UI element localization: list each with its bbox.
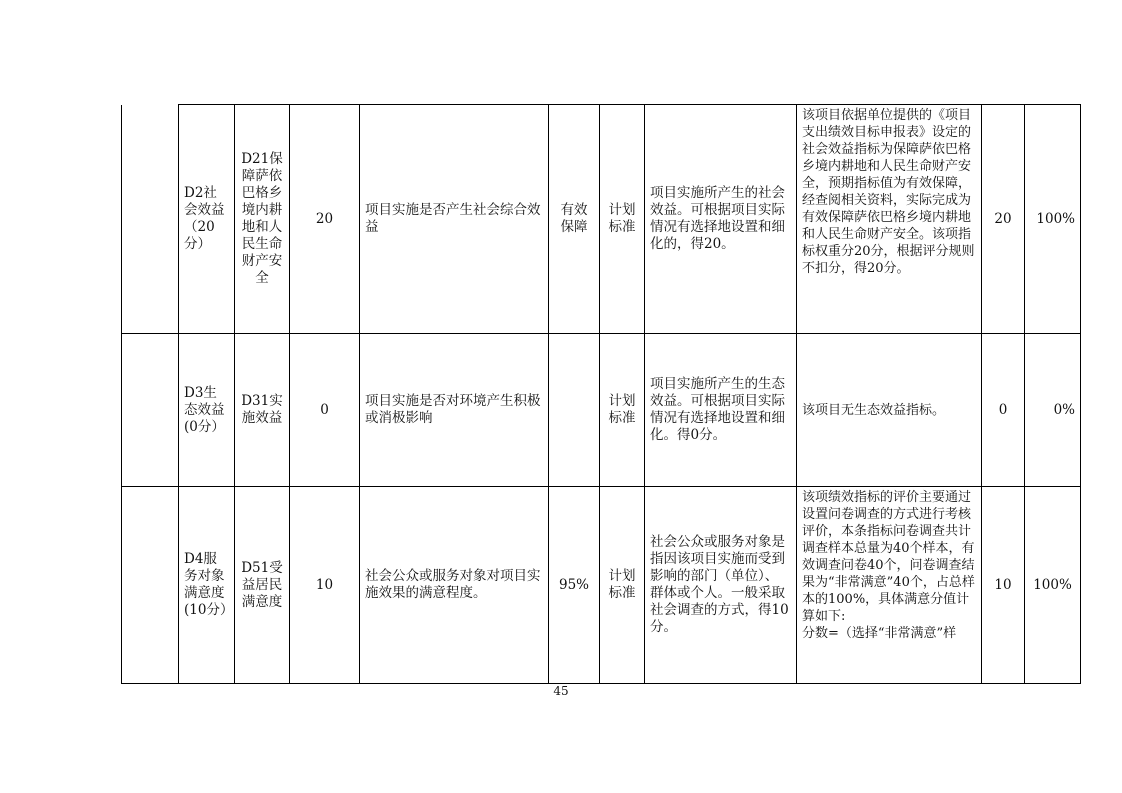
scoring-rule-cell: 项目实施所产生的生态效益。可根据项目实际情况有选择地设置和细化。得0分。	[645, 334, 797, 487]
level1-cell	[122, 105, 179, 334]
score-cell: 10	[982, 487, 1025, 684]
target-value-cell: 有效保障	[549, 105, 600, 334]
score-rate-cell: 100%	[1025, 487, 1081, 684]
level2-indicator-cell: D2社会效益（20分）	[179, 105, 235, 334]
evaluation-table	[121, 104, 1081, 684]
indicator-description-cell: 项目实施是否对环境产生积极或消极影响	[360, 334, 549, 487]
score-cell: 0	[982, 334, 1025, 487]
scoring-rule-cell: 社会公众或服务对象是指因该项目实施而受到影响的部门（单位）、群体或个人。一般采取社会调查的方式，得10分。	[645, 487, 797, 684]
score-rate-cell: 100%	[1025, 105, 1081, 334]
level2-indicator-cell: D4服务对象满意度(10分）	[179, 487, 235, 684]
evaluation-basis-cell: 计划标准	[600, 334, 645, 487]
weight-cell: 0	[290, 334, 360, 487]
table-row	[122, 487, 1081, 684]
score-rate-cell: 0%	[1025, 334, 1081, 487]
level3-indicator-cell: D21保障萨依巴格乡境内耕地和人民生命财产安全	[235, 105, 290, 334]
page-number: 45	[553, 684, 569, 698]
table-row	[122, 105, 1081, 334]
evaluation-basis-cell: 计划标准	[600, 105, 645, 334]
indicator-description-cell: 项目实施是否产生社会综合效益	[360, 105, 549, 334]
level2-indicator-cell: D3生态效益(0分）	[179, 334, 235, 487]
score-cell: 20	[982, 105, 1025, 334]
table-row	[122, 334, 1081, 487]
level1-cell	[122, 487, 179, 684]
target-value-cell	[549, 334, 600, 487]
scoring-rule-cell: 项目实施所产生的社会效益。可根据项目实际情况有选择地设置和细化的，得20。	[645, 105, 797, 334]
level3-indicator-cell: D51受益居民满意度	[235, 487, 290, 684]
analysis-cell: 该项目无生态效益指标。	[797, 334, 982, 487]
level3-indicator-cell: D31实施效益	[235, 334, 290, 487]
target-value-cell: 95%	[549, 487, 600, 684]
evaluation-basis-cell: 计划标准	[600, 487, 645, 684]
indicator-description-cell: 社会公众或服务对象对项目实施效果的满意程度。	[360, 487, 549, 684]
analysis-cell: 该项绩效指标的评价主要通过设置问卷调查的方式进行考核评价，本条指标问卷调查共计调查样本总量为40个样本，有效调查问卷40个，问卷调查结果为“非常满意”40个，占总样本的100%，具体满意分值计算如下: 分数=（选择“非常满意”样	[797, 487, 982, 684]
weight-cell: 10	[290, 487, 360, 684]
weight-cell: 20	[290, 105, 360, 334]
level1-cell	[122, 334, 179, 487]
analysis-cell: 该项目依据单位提供的《项目支出绩效目标申报表》设定的社会效益指标为保障萨依巴格乡境内耕地和人民生命财产安全，预期指标值为有效保障，经查阅相关资料，实际完成为有效保障萨依巴格乡境内耕地和人民生命财产安全。该项指标权重分20分，根据评分规则不扣分，得20分。	[797, 105, 982, 334]
